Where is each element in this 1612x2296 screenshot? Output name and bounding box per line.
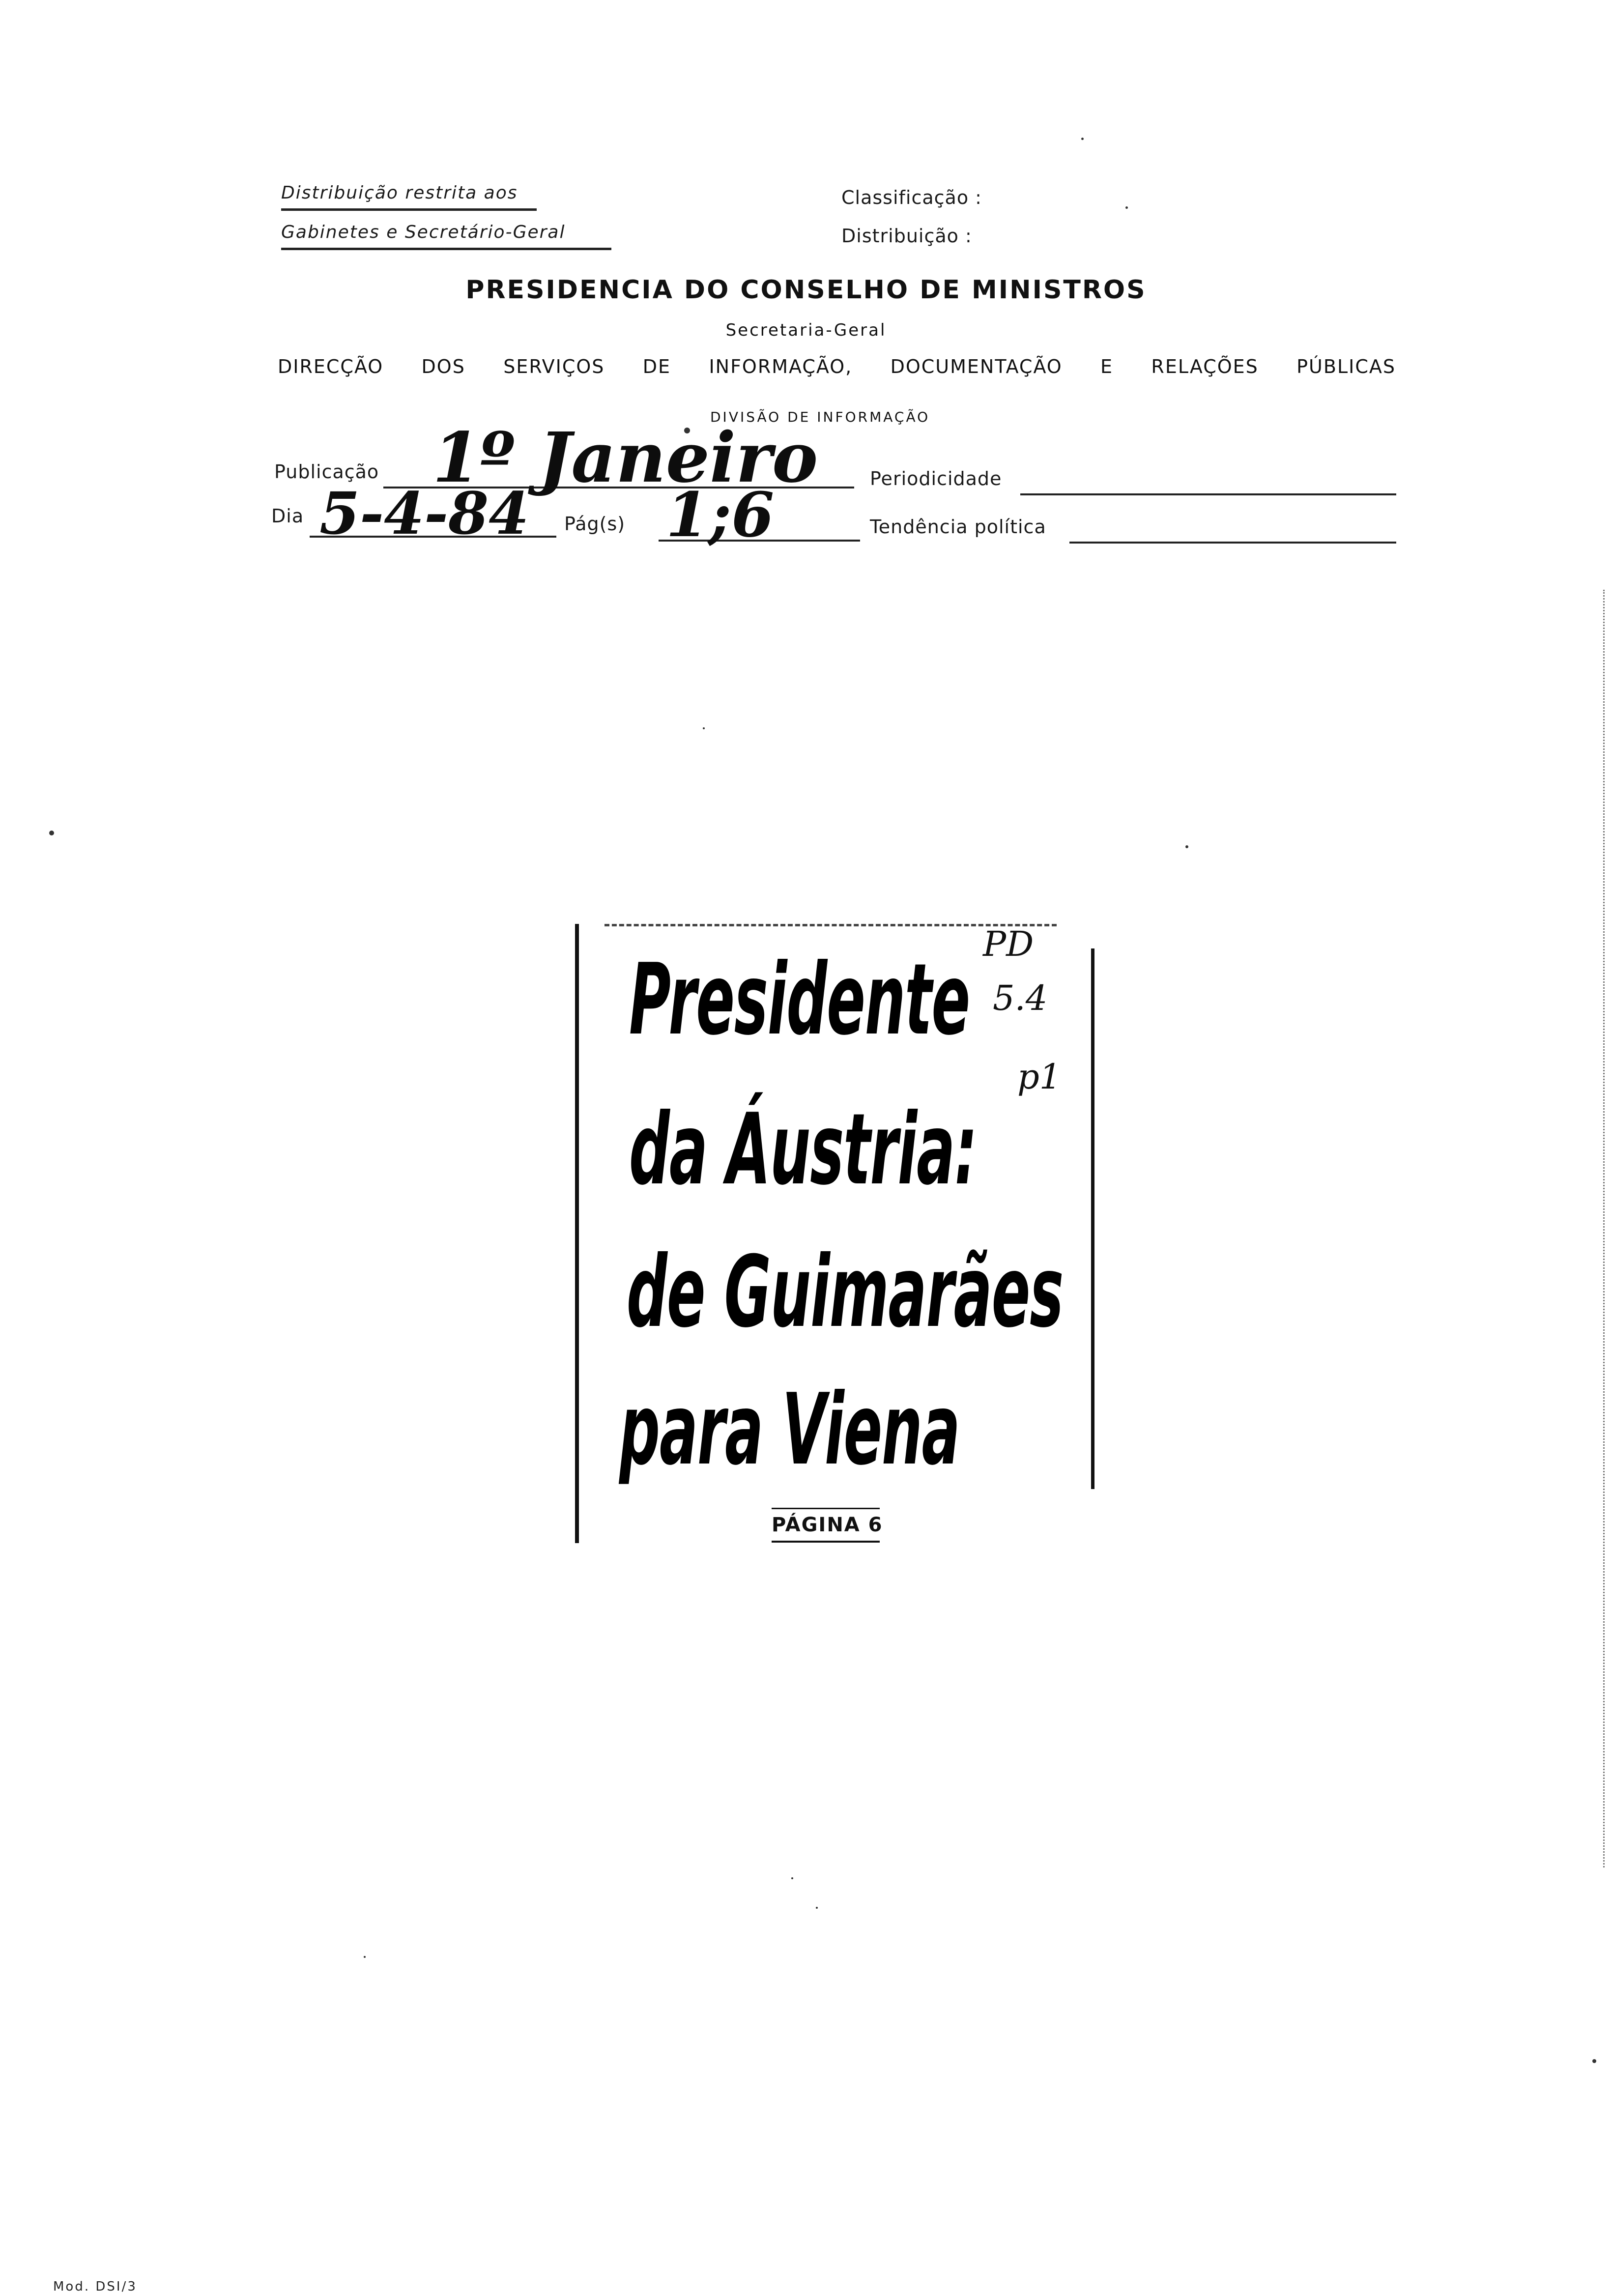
divisao-label: DIVISÃO DE INFORMAÇÃO bbox=[710, 409, 930, 425]
scan-speck bbox=[364, 1956, 366, 1958]
restricted-line-2: Gabinetes e Secretário-Geral bbox=[281, 222, 566, 242]
organization-title: PRESIDENCIA DO CONSELHO DE MINISTROS bbox=[465, 275, 1147, 305]
margin-note-line-2: 5.4 bbox=[993, 978, 1048, 1018]
restricted-line-1: Distribuição restrita aos bbox=[281, 183, 518, 203]
page-reference: PÁGINA 6 bbox=[772, 1514, 883, 1536]
page-reference-underline bbox=[772, 1508, 880, 1509]
restricted-underline-2 bbox=[281, 248, 611, 250]
pags-handwritten: 1;6 bbox=[666, 479, 775, 551]
classificacao-label: Classificação : bbox=[841, 187, 982, 208]
dia-label: Dia bbox=[271, 505, 304, 527]
margin-note-line-3: p1 bbox=[1017, 1057, 1062, 1097]
direccao-word: SERVIÇOS bbox=[503, 356, 605, 377]
direccao-line bbox=[278, 356, 1396, 377]
periodicidade-label: Periodicidade bbox=[870, 468, 1002, 489]
distribuicao-label: Distribuição : bbox=[841, 225, 972, 247]
dia-handwritten: 5-4-84 bbox=[319, 479, 529, 547]
scan-speck bbox=[1125, 206, 1128, 209]
direccao-word: DE bbox=[642, 356, 671, 377]
scan-edge bbox=[1603, 590, 1606, 1867]
direccao-word: INFORMAÇÃO, bbox=[709, 356, 853, 377]
direccao-word: RELAÇÕES bbox=[1151, 356, 1259, 377]
direccao-word: E bbox=[1100, 356, 1114, 377]
headline-line-2: da Áustria: bbox=[629, 1092, 977, 1207]
scan-speck bbox=[816, 1907, 818, 1909]
clipping-right-edge bbox=[1091, 948, 1094, 1489]
headline-line-3: de Guimarães bbox=[627, 1235, 1064, 1349]
direccao-word: DIRECÇÃO bbox=[278, 356, 384, 377]
scan-speck bbox=[703, 727, 705, 729]
newspaper-clipping bbox=[575, 924, 1106, 1563]
scan-speck bbox=[1081, 138, 1084, 140]
scan-speck bbox=[1185, 845, 1188, 848]
form-code: Mod. DSI/3 bbox=[53, 2279, 137, 2294]
page-reference-rule bbox=[772, 1541, 880, 1543]
direccao-word: PÚBLICAS bbox=[1296, 356, 1396, 377]
tendencia-label: Tendência política bbox=[870, 516, 1046, 538]
tendencia-rule bbox=[1069, 542, 1396, 544]
scan-speck bbox=[1592, 2059, 1596, 2063]
organization-subtitle: Secretaria-Geral bbox=[725, 320, 887, 340]
periodicidade-rule bbox=[1020, 493, 1396, 495]
publicacao-handwritten: 1º Janeiro bbox=[432, 418, 818, 498]
margin-note-line-1: PD bbox=[983, 924, 1034, 964]
direccao-word: DOS bbox=[421, 356, 465, 377]
publicacao-label: Publicação bbox=[274, 461, 379, 483]
direccao-word: DOCUMENTAÇÃO bbox=[890, 356, 1063, 377]
headline-line-4: para Viena bbox=[619, 1373, 960, 1487]
clipping-left-edge bbox=[575, 924, 579, 1543]
scan-speck bbox=[49, 831, 54, 835]
headline-line-1: Presidente bbox=[629, 943, 970, 1057]
scan-speck bbox=[791, 1877, 793, 1879]
pags-label: Pág(s) bbox=[564, 513, 626, 535]
restricted-underline-1 bbox=[281, 208, 537, 211]
